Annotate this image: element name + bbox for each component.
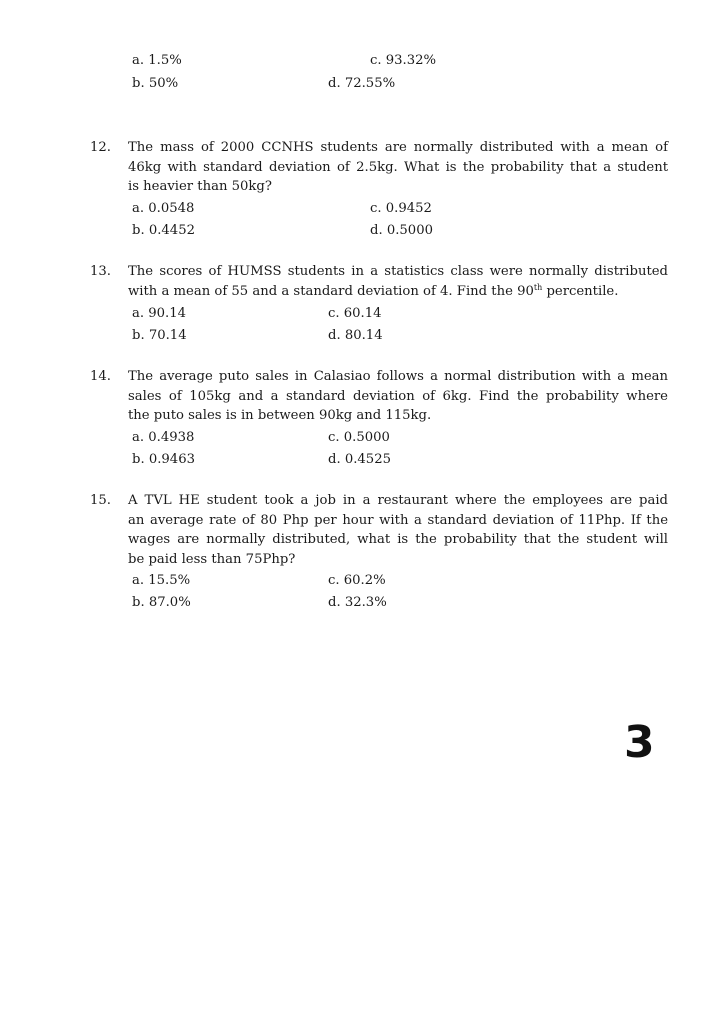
choice-b: b. 70.14: [132, 328, 187, 343]
question-line: sales of 105kg and a standard deviation of 6kg. Find the probability where: [128, 388, 668, 404]
choice-a: a. 15.5%: [132, 573, 191, 588]
question-number: 14.: [90, 369, 111, 384]
choice-d: d. 32.3%: [328, 595, 387, 610]
choice-a: a. 1.5%: [132, 53, 182, 68]
choice-b: b. 87.0%: [132, 595, 191, 610]
question-line: A TVL HE student took a job in a restaurant where the employees are paid: [128, 493, 668, 508]
question-line: 46kg with standard deviation of 2.5kg. What is the probability that a student: [128, 159, 668, 175]
question-line: be paid less than 75Php?: [128, 551, 296, 567]
question-line: wages are normally distributed, what is the probability that the student will: [128, 532, 668, 547]
question-number: 13.: [90, 264, 111, 279]
question-line: The average puto sales in Calasiao follows a normal distribution with a mean: [128, 369, 668, 384]
choice-a: a. 0.0548: [132, 201, 195, 216]
question-line: The mass of 2000 CCNHS students are normally distributed with a mean of: [128, 140, 668, 155]
question-line: an average rate of 80 Php per hour with a standard deviation of 11Php. If the: [128, 512, 668, 528]
choice-b: b. 0.4452: [132, 223, 195, 238]
question-text: [128, 138, 668, 197]
choice-c: c. 60.2%: [328, 573, 386, 588]
choice-c: c. 0.5000: [328, 430, 390, 445]
choice-b: b. 0.9463: [132, 452, 195, 467]
question-number: 12.: [90, 140, 111, 155]
choice-d: d. 0.4525: [328, 452, 391, 467]
question-line: The scores of HUMSS students in a statistics class were normally distributed: [128, 264, 668, 279]
question-line: is heavier than 50kg?: [128, 179, 272, 194]
question-line: with a mean of 55 and a standard deviation of 4. Find the 90th percentile.: [128, 282, 619, 299]
superscript-th: th: [533, 282, 543, 292]
choice-c: c. 0.9452: [370, 201, 432, 216]
question-text: [128, 262, 668, 301]
choice-c: c. 93.32%: [370, 53, 437, 68]
choice-d: d. 72.55%: [328, 76, 396, 91]
choice-d: d. 80.14: [328, 328, 383, 343]
choice-a: a. 90.14: [132, 306, 186, 321]
page-number: 3: [624, 717, 655, 768]
choice-c: c. 60.14: [328, 306, 382, 321]
choice-d: d. 0.5000: [370, 223, 433, 238]
question-number: 15.: [90, 493, 111, 508]
question-text: [128, 491, 668, 569]
question-line: the puto sales is in between 90kg and 115kg.: [128, 408, 432, 423]
question-text: [128, 367, 668, 426]
choice-a: a. 0.4938: [132, 430, 195, 445]
choice-b: b. 50%: [132, 76, 179, 91]
